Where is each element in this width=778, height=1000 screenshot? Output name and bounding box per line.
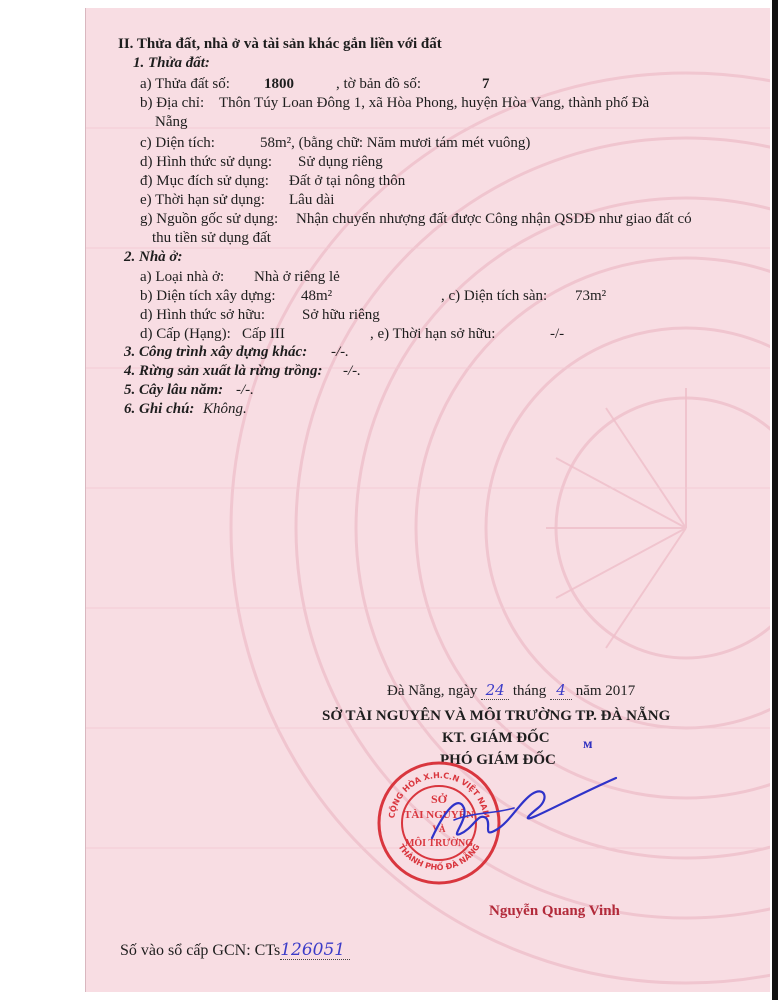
- item6-label: 6. Ghi chú:: [124, 401, 195, 417]
- seal-center-4: MÔI TRƯỜNG: [404, 838, 474, 849]
- item6-value: Không.: [203, 401, 247, 417]
- house-floor-area: 73m²: [575, 288, 607, 304]
- house-ownership-term: -/-: [550, 326, 565, 342]
- land-parcel-number: 1800: [264, 76, 294, 92]
- land-address-line2: Nẵng: [155, 114, 188, 130]
- land-map-label: , tờ bản đồ số:: [336, 76, 422, 92]
- land-c-label: c) Diện tích:: [140, 135, 215, 151]
- date-prefix: Đà Nẵng, ngày: [387, 683, 478, 699]
- seal-center-1: SỞ: [430, 792, 448, 806]
- right-edge: [772, 0, 778, 1000]
- house-a-label: a) Loại nhà ở:: [140, 269, 225, 285]
- house-type: Nhà ở riêng lẻ: [254, 269, 340, 285]
- item3-value: -/-.: [331, 344, 349, 360]
- signer-title-1: KT. GIÁM ĐỐC: [442, 730, 550, 746]
- handwritten-signature: [424, 772, 624, 852]
- year-label: năm 2017: [575, 683, 636, 699]
- house-b-label: b) Diện tích xây dựng:: [140, 288, 276, 304]
- issuing-office: SỞ TÀI NGUYÊN VÀ MÔI TRƯỜNG TP. ĐÀ NẴNG: [322, 708, 671, 724]
- land-d-label: d) Hình thức sử dụng:: [140, 154, 273, 170]
- month-label: tháng: [512, 683, 547, 699]
- item4-value: -/-.: [343, 363, 361, 379]
- land-use-purpose: Đất ở tại nông thôn: [289, 173, 406, 189]
- sign-place-date: [387, 681, 635, 700]
- house-heading: 2. Nhà ở:: [124, 249, 183, 265]
- land-g-label: g) Nguồn gốc sử dụng:: [140, 211, 279, 227]
- initial-mark: ᴍ: [583, 737, 593, 752]
- date-day: 24: [481, 681, 509, 700]
- house-build-area: 48m²: [301, 288, 333, 304]
- land-e-label: e) Thời hạn sử dụng:: [140, 192, 265, 208]
- house-ownership-form: Sở hữu riêng: [302, 307, 380, 323]
- signer-title-2: PHÓ GIÁM ĐỐC: [440, 752, 556, 768]
- seal-center-2: TÀI NGUYÊN: [404, 809, 474, 821]
- house-dd-label: d) Cấp (Hạng):: [140, 326, 231, 342]
- land-dd-label: đ) Mục đích sử dụng:: [140, 173, 269, 189]
- top-margin: [0, 0, 778, 8]
- register-line: [120, 941, 350, 960]
- house-c-label: , c) Diện tích sàn:: [441, 288, 548, 304]
- house-grade: Cấp III: [242, 326, 285, 342]
- seal-bottom-text: THÀNH PHỐ ĐÀ NẴNG: [396, 842, 482, 873]
- land-heading: 1. Thửa đất:: [133, 55, 210, 71]
- land-a-label: a) Thửa đất số:: [140, 76, 230, 92]
- house-e-label: , e) Thời hạn sở hữu:: [370, 326, 496, 342]
- section-title: II. Thửa đất, nhà ở và tài sản khác gắn liền với đất: [118, 36, 442, 52]
- land-origin-line1: Nhận chuyển nhượng đất được Công nhận QSDĐ như giao đất có: [296, 211, 692, 227]
- house-d-label: d) Hình thức sở hữu:: [140, 307, 266, 323]
- signer-name: Nguyễn Quang Vinh: [489, 903, 620, 919]
- register-number: 126051: [280, 941, 350, 960]
- seal-top-text: CỘNG HÒA X.H.C.N VIỆT NAM: [387, 770, 491, 819]
- land-use-term: Lâu dài: [289, 192, 335, 208]
- date-month: 4: [550, 681, 572, 700]
- seal-center-3: VÀ: [432, 824, 446, 834]
- item5-value: -/-.: [236, 382, 254, 398]
- land-origin-line2: thu tiền sử dụng đất: [152, 230, 271, 246]
- item5-label: 5. Cây lâu năm:: [124, 382, 224, 398]
- land-use-form: Sử dụng riêng: [298, 154, 383, 170]
- land-map-number: 7: [482, 76, 490, 92]
- item4-label: 4. Rừng sản xuất là rừng trồng:: [124, 363, 323, 379]
- land-area: 58m², (bằng chữ: Năm mươi tám mét vuông): [260, 135, 531, 151]
- register-label: Số vào sổ cấp GCN: CTs: [120, 942, 281, 959]
- land-b-label: b) Địa chỉ:: [140, 95, 205, 111]
- land-address-line1: Thôn Túy Loan Đông 1, xã Hòa Phong, huyện Hòa Vang, thành phố Đà: [219, 95, 650, 111]
- item3-label: 3. Công trình xây dựng khác:: [124, 344, 308, 360]
